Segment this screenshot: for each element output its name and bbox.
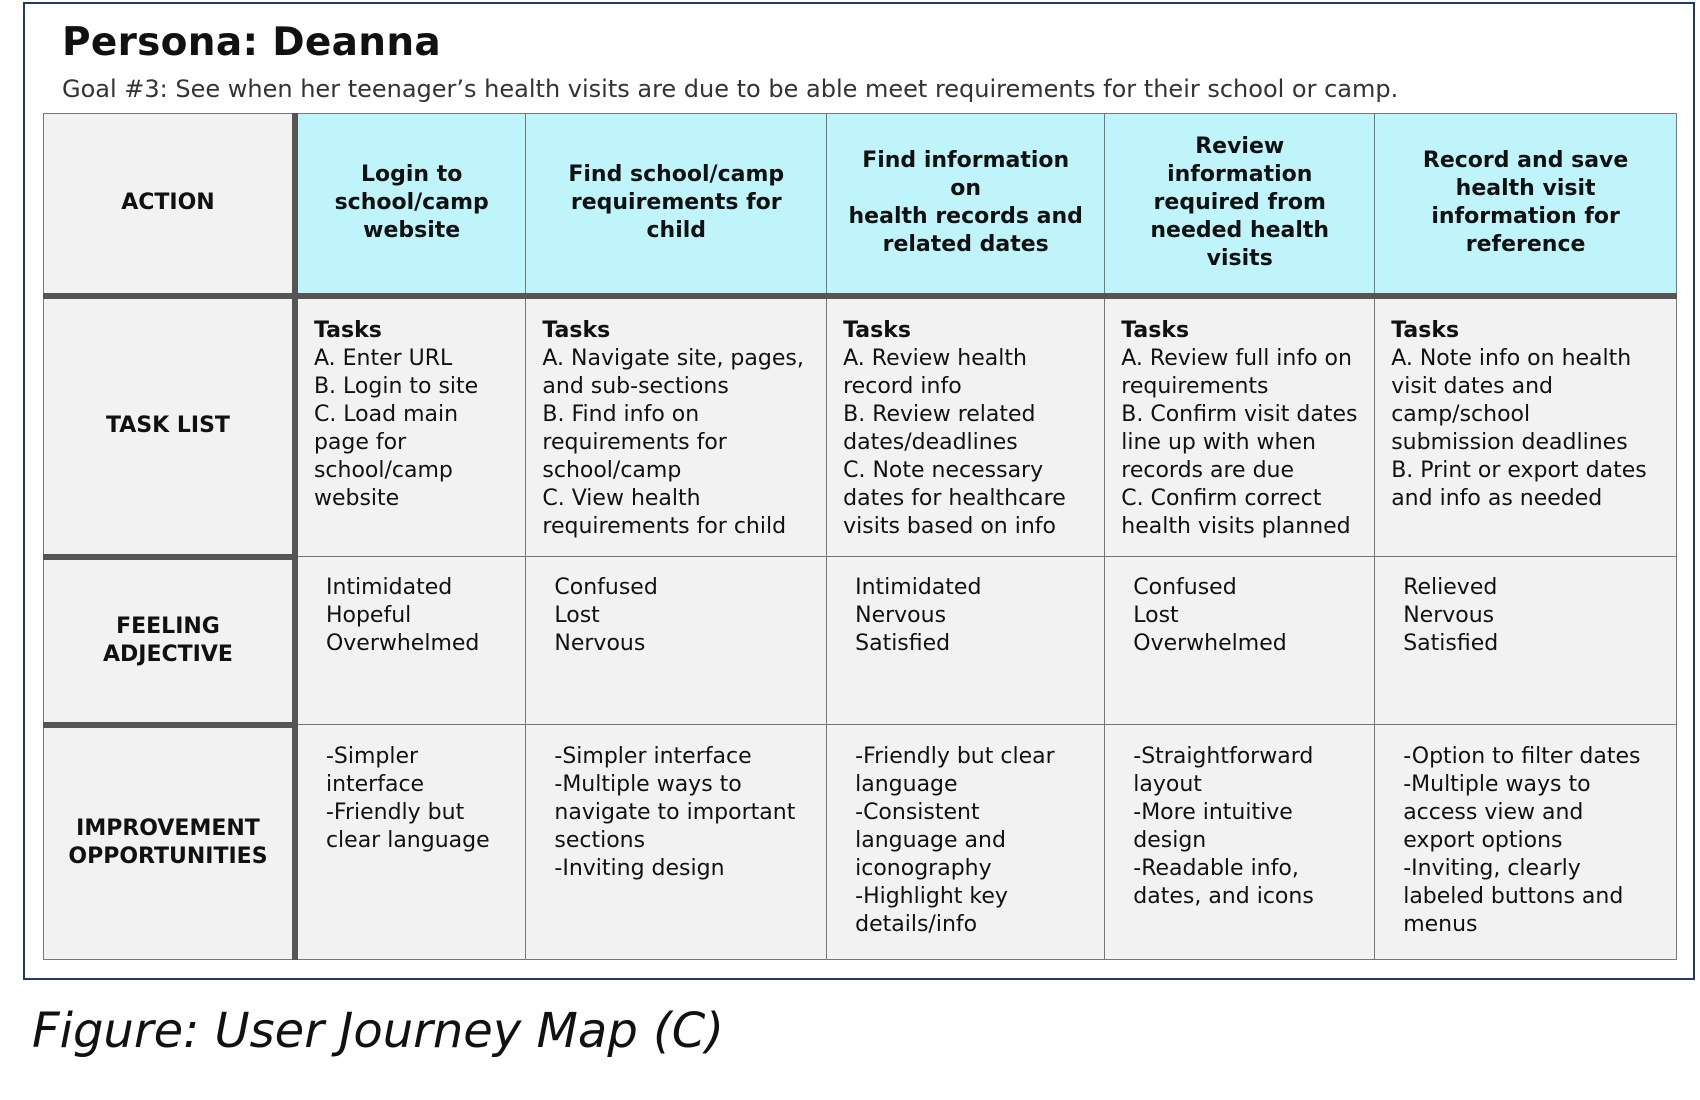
action-line: required from	[1153, 190, 1326, 216]
action-line: reference	[1465, 232, 1586, 258]
opportunity-line: details/info	[855, 912, 978, 937]
opportunities-cell	[295, 725, 526, 960]
tasks-cell	[295, 296, 526, 557]
row-label-action: ACTION	[44, 114, 295, 296]
opportunity-line: -Simpler interface	[554, 744, 752, 769]
task-line: health visits planned	[1121, 513, 1351, 539]
action-line: health visit	[1455, 176, 1596, 202]
opportunity-line: clear language	[325, 828, 490, 853]
tasks-heading: Tasks	[313, 317, 382, 343]
feeling-line: Satisfied	[855, 631, 951, 656]
feelings-cell	[1105, 557, 1375, 725]
action-line: Login to	[360, 162, 463, 188]
task-line: A. Note info on health	[1391, 345, 1632, 371]
action-line: requirements for child	[570, 190, 782, 244]
opportunities-cell	[1105, 725, 1375, 960]
opportunity-line: menus	[1403, 912, 1478, 937]
task-line: submission deadlines	[1391, 429, 1628, 455]
action-line: Find information on	[862, 148, 1070, 202]
action-line: school/camp	[334, 190, 489, 216]
task-line: and info as needed	[1391, 485, 1603, 511]
action-line: health records and	[848, 204, 1083, 230]
opportunity-line: export options	[1403, 828, 1563, 853]
action-line: Review information	[1167, 134, 1313, 188]
task-line: school/camp	[313, 457, 453, 483]
opportunity-line: access view and	[1403, 800, 1584, 825]
feeling-line: Hopeful	[325, 603, 412, 628]
action-line: Record and save	[1422, 148, 1629, 174]
task-line: line up with when	[1121, 429, 1316, 455]
action-cell	[526, 114, 827, 296]
task-line: dates for healthcare	[843, 485, 1066, 511]
improvement-label-line: IMPROVEMENT	[76, 816, 260, 842]
task-line: requirements for	[542, 429, 727, 455]
feeling-label-line: ADJECTIVE	[103, 641, 233, 667]
journey-map-frame	[23, 2, 1695, 980]
feelings-cell	[295, 557, 526, 725]
tasks-cell	[526, 296, 827, 557]
opportunity-line: -Inviting, clearly	[1403, 856, 1581, 881]
opportunities-cell	[526, 725, 827, 960]
opportunity-line: design	[1133, 828, 1207, 853]
task-line: page for	[313, 429, 407, 455]
opportunities-cell	[827, 725, 1105, 960]
feeling-line: Intimidated	[325, 575, 453, 600]
action-cell	[1375, 114, 1677, 296]
feeling-line: Lost	[554, 603, 600, 628]
tasks-cell	[827, 296, 1105, 557]
task-line: records are due	[1121, 457, 1295, 483]
opportunity-line: -Multiple ways to	[554, 772, 742, 797]
action-line: related dates	[882, 232, 1049, 258]
figure-caption: Figure: User Journey Map (C)	[32, 1003, 725, 1059]
opportunity-line: labeled buttons and	[1403, 884, 1624, 909]
feelings-cell	[1375, 557, 1677, 725]
feelings-cell	[827, 557, 1105, 725]
row-label-improvement	[44, 725, 295, 960]
opportunity-line: -Multiple ways to	[1403, 772, 1591, 797]
task-line: A. Review full info on	[1121, 345, 1352, 371]
task-line: C. Confirm correct	[1121, 485, 1322, 511]
feeling-line: Nervous	[855, 603, 947, 628]
opportunity-line: sections	[554, 828, 646, 853]
task-line: A. Review health	[843, 345, 1027, 371]
opportunity-line: -More intuitive	[1133, 800, 1293, 825]
goal-text: Goal #3: See when her teenager’s health visits are due to be able meet requirements for their school or camp.	[62, 75, 1399, 103]
action-cell	[827, 114, 1105, 296]
task-line: camp/school	[1391, 401, 1531, 427]
tasks-cell	[1375, 296, 1677, 557]
action-line: Find school/camp	[568, 162, 785, 188]
row-label-feeling	[44, 557, 295, 725]
opportunity-line: -Readable info,	[1133, 856, 1299, 881]
task-line: requirements for child	[542, 513, 787, 539]
feeling-line: Intimidated	[855, 575, 982, 600]
task-list-row	[44, 296, 1677, 557]
opportunity-line: -Friendly but clear	[855, 744, 1055, 769]
feeling-line: Relieved	[1403, 575, 1498, 600]
improvement-label-line: OPPORTUNITIES	[68, 844, 268, 870]
feeling-line: Satisfied	[1403, 631, 1499, 656]
tasks-heading: Tasks	[1391, 317, 1460, 343]
task-line: dates/deadlines	[843, 429, 1018, 455]
improvement-opportunities-row	[44, 725, 1677, 960]
opportunity-line: interface	[325, 772, 425, 797]
feeling-line: Nervous	[554, 631, 646, 656]
task-line: record info	[843, 373, 962, 399]
task-line: B. Confirm visit dates	[1121, 401, 1358, 427]
tasks-heading: Tasks	[1121, 317, 1190, 343]
action-cell	[295, 114, 526, 296]
tasks-heading: Tasks	[542, 317, 611, 343]
opportunity-line: layout	[1133, 772, 1202, 797]
feeling-line: Overwhelmed	[325, 631, 480, 656]
tasks-cell	[1105, 296, 1375, 557]
opportunity-line: dates, and icons	[1133, 884, 1314, 909]
opportunity-line: navigate to important	[554, 800, 796, 825]
feeling-line: Overwhelmed	[1133, 631, 1287, 656]
task-line: visit dates and	[1391, 373, 1553, 399]
action-cell	[1105, 114, 1375, 296]
opportunity-line: iconography	[855, 856, 992, 881]
action-row	[44, 114, 1677, 296]
task-line: requirements	[1121, 373, 1269, 399]
opportunity-line: language and	[855, 828, 1006, 853]
task-line: A. Enter URL	[313, 345, 453, 371]
opportunity-line: -Highlight key	[855, 884, 1008, 909]
opportunities-cell	[1375, 725, 1677, 960]
opportunity-line: -Inviting design	[554, 856, 725, 881]
task-line: C. Load main	[313, 401, 459, 427]
action-line: information for	[1431, 204, 1620, 230]
feeling-line: Lost	[1133, 603, 1179, 628]
feelings-cell	[526, 557, 827, 725]
task-line: visits based on info	[843, 513, 1056, 539]
task-line: B. Find info on	[542, 401, 700, 427]
journey-map-table	[43, 113, 1677, 960]
persona-title: Persona: Deanna	[62, 20, 442, 65]
opportunity-line: -Straightforward	[1133, 744, 1314, 769]
task-line: school/camp	[542, 457, 682, 483]
task-line: and sub-sections	[542, 373, 729, 399]
opportunity-line: -Consistent	[855, 800, 980, 825]
task-line: A. Navigate site, pages,	[542, 345, 804, 371]
opportunity-line: -Option to filter dates	[1403, 744, 1641, 769]
feeling-line: Confused	[1133, 575, 1237, 600]
tasks-heading: Tasks	[843, 317, 911, 343]
task-line: website	[313, 485, 400, 511]
opportunity-line: -Simpler	[325, 744, 419, 769]
feeling-line: Confused	[554, 575, 658, 600]
opportunity-line: -Friendly but	[325, 800, 465, 825]
task-line: B. Review related	[843, 401, 1036, 427]
task-line: B. Login to site	[313, 373, 479, 399]
feeling-adjective-row	[44, 557, 1677, 725]
opportunity-line: language	[855, 772, 958, 797]
feeling-label-line: FEELING	[116, 613, 220, 639]
feeling-line: Nervous	[1403, 603, 1495, 628]
row-label-task-list: TASK LIST	[44, 296, 295, 557]
action-line: website	[363, 218, 461, 244]
action-line: needed health visits	[1150, 218, 1330, 272]
task-line: C. Note necessary	[843, 457, 1044, 483]
task-line: B. Print or export dates	[1391, 457, 1647, 483]
task-line: C. View health	[542, 485, 701, 511]
